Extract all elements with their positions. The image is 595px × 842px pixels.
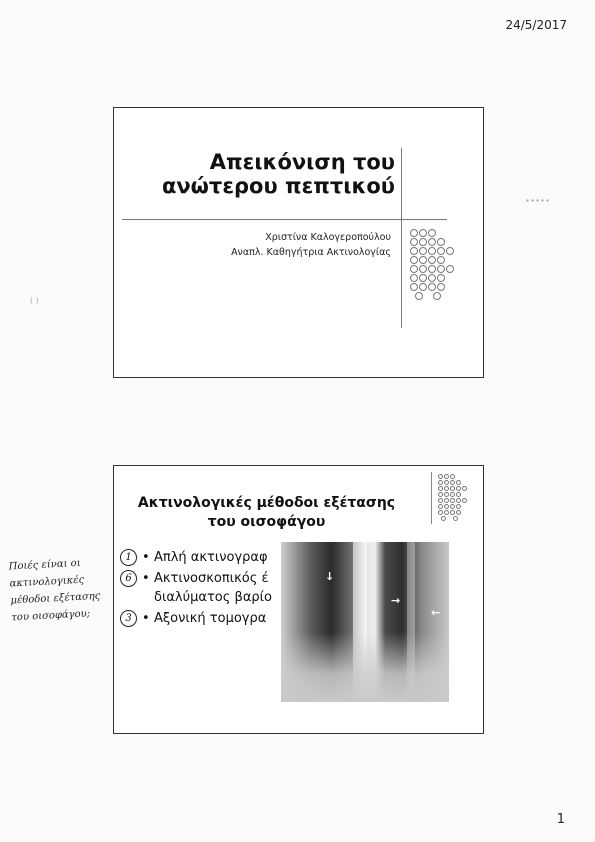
author-block bbox=[231, 230, 391, 260]
dot-icon bbox=[428, 274, 436, 282]
dot-icon bbox=[437, 274, 445, 282]
dot-icon bbox=[437, 283, 445, 291]
dot-icon bbox=[428, 265, 436, 273]
dot-icon bbox=[437, 238, 445, 246]
dot-icon bbox=[450, 474, 455, 479]
dot-icon bbox=[419, 229, 427, 237]
slide2-title-line1: Ακτινολογικές μέθοδοι εξέτασης bbox=[137, 495, 396, 511]
slide-title bbox=[113, 107, 484, 378]
handwritten-number: 1 bbox=[120, 549, 137, 566]
dot-icon bbox=[437, 247, 445, 255]
slide2-title bbox=[114, 494, 419, 532]
print-date: 24/5/2017 bbox=[505, 18, 567, 32]
list-item bbox=[125, 609, 272, 628]
author-name: Χριστίνα Καλογεροπούλου bbox=[265, 232, 391, 243]
slide1-title-line1: Απεικόνιση του bbox=[209, 150, 395, 174]
slide-methods bbox=[113, 465, 484, 734]
dot-icon bbox=[450, 480, 455, 485]
bullet-list bbox=[125, 548, 272, 628]
dot-icon bbox=[462, 486, 467, 491]
divider-horizontal bbox=[122, 219, 447, 220]
dot-icon bbox=[462, 498, 467, 503]
dot-icon bbox=[410, 238, 418, 246]
dot-icon bbox=[410, 283, 418, 291]
dot-icon bbox=[444, 498, 449, 503]
arrow-icon: ↓ bbox=[325, 570, 335, 583]
image-fade bbox=[281, 632, 449, 702]
dot-icon bbox=[444, 492, 449, 497]
dot-icon bbox=[419, 256, 427, 264]
dot-icon bbox=[456, 492, 461, 497]
bullet-icon: • bbox=[142, 611, 150, 626]
dot-icon bbox=[456, 510, 461, 515]
dot-icon bbox=[456, 498, 461, 503]
dot-icon bbox=[410, 229, 418, 237]
dot-icon bbox=[419, 274, 427, 282]
dot-icon bbox=[438, 504, 443, 509]
decor-panel bbox=[431, 472, 478, 524]
dot-icon bbox=[444, 474, 449, 479]
note-line: μέθοδοι εξέτασης bbox=[10, 590, 101, 607]
dot-icon bbox=[428, 256, 436, 264]
dot-icon bbox=[444, 480, 449, 485]
dot-icon bbox=[428, 247, 436, 255]
dot-icon bbox=[450, 510, 455, 515]
handwritten-number: 6 bbox=[120, 570, 137, 587]
dot-icon bbox=[428, 238, 436, 246]
dot-icon bbox=[446, 247, 454, 255]
dot-icon bbox=[438, 492, 443, 497]
dot-icon bbox=[453, 516, 458, 521]
page-number: 1 bbox=[556, 812, 565, 827]
dot-icon bbox=[450, 486, 455, 491]
dot-icon bbox=[456, 504, 461, 509]
slide2-title-line2: του οισοφάγου bbox=[207, 514, 326, 530]
dot-icon bbox=[410, 256, 418, 264]
dot-icon bbox=[410, 247, 418, 255]
dot-icon bbox=[456, 486, 461, 491]
list-item bbox=[125, 548, 272, 567]
note-line: Ποιές είναι οι bbox=[8, 557, 81, 573]
dot-icon bbox=[444, 504, 449, 509]
dot-icon bbox=[456, 480, 461, 485]
divider-vertical bbox=[401, 148, 402, 328]
arrow-icon: ← bbox=[431, 606, 441, 619]
dot-icon bbox=[444, 510, 449, 515]
dot-icon bbox=[415, 292, 423, 300]
handwritten-note bbox=[8, 554, 106, 627]
dot-icon bbox=[419, 265, 427, 273]
slide1-title-line2: ανώτερου πεπτικού bbox=[161, 174, 395, 198]
scan-mark: ( ) bbox=[30, 296, 39, 305]
dot-icon bbox=[438, 474, 443, 479]
dot-icon bbox=[419, 247, 427, 255]
bullet-text: Ακτινοσκοπικός έ bbox=[154, 571, 269, 586]
dot-icon bbox=[438, 510, 443, 515]
note-line: ακτινολογικές bbox=[9, 574, 85, 590]
dot-icon bbox=[438, 486, 443, 491]
dot-icon bbox=[428, 229, 436, 237]
dot-icon bbox=[437, 265, 445, 273]
esophagus-xray-image bbox=[281, 542, 449, 702]
dot-icon bbox=[419, 283, 427, 291]
bullet-text: Αξονική τομογρα bbox=[154, 611, 267, 626]
bullet-text: διαλύματος βαρίο bbox=[154, 590, 272, 605]
dot-icon bbox=[438, 498, 443, 503]
dot-icon bbox=[428, 283, 436, 291]
dot-icon bbox=[433, 292, 441, 300]
dot-icon bbox=[446, 265, 454, 273]
author-role: Αναπλ. Καθηγήτρια Ακτινολογίας bbox=[231, 247, 391, 258]
handwritten-number: 3 bbox=[120, 610, 137, 627]
list-item-continuation bbox=[142, 588, 272, 607]
dot-icon bbox=[444, 486, 449, 491]
dot-icon bbox=[450, 492, 455, 497]
dot-icon bbox=[438, 480, 443, 485]
scan-mark: ∙∙∙∙∙ bbox=[525, 196, 551, 205]
dot-icon bbox=[437, 256, 445, 264]
dot-icon bbox=[410, 274, 418, 282]
dot-icon bbox=[419, 238, 427, 246]
bullet-icon: • bbox=[142, 571, 150, 586]
slide1-title bbox=[162, 150, 395, 198]
list-item bbox=[125, 569, 272, 588]
note-line: του οισοφάγου; bbox=[11, 608, 91, 624]
arrow-icon: → bbox=[391, 594, 401, 607]
dot-icon bbox=[450, 504, 455, 509]
bullet-icon: • bbox=[142, 550, 150, 565]
bullet-text: Απλή ακτινογραφ bbox=[154, 550, 268, 565]
dot-icon bbox=[450, 498, 455, 503]
dot-icon bbox=[441, 516, 446, 521]
dot-icon bbox=[410, 265, 418, 273]
